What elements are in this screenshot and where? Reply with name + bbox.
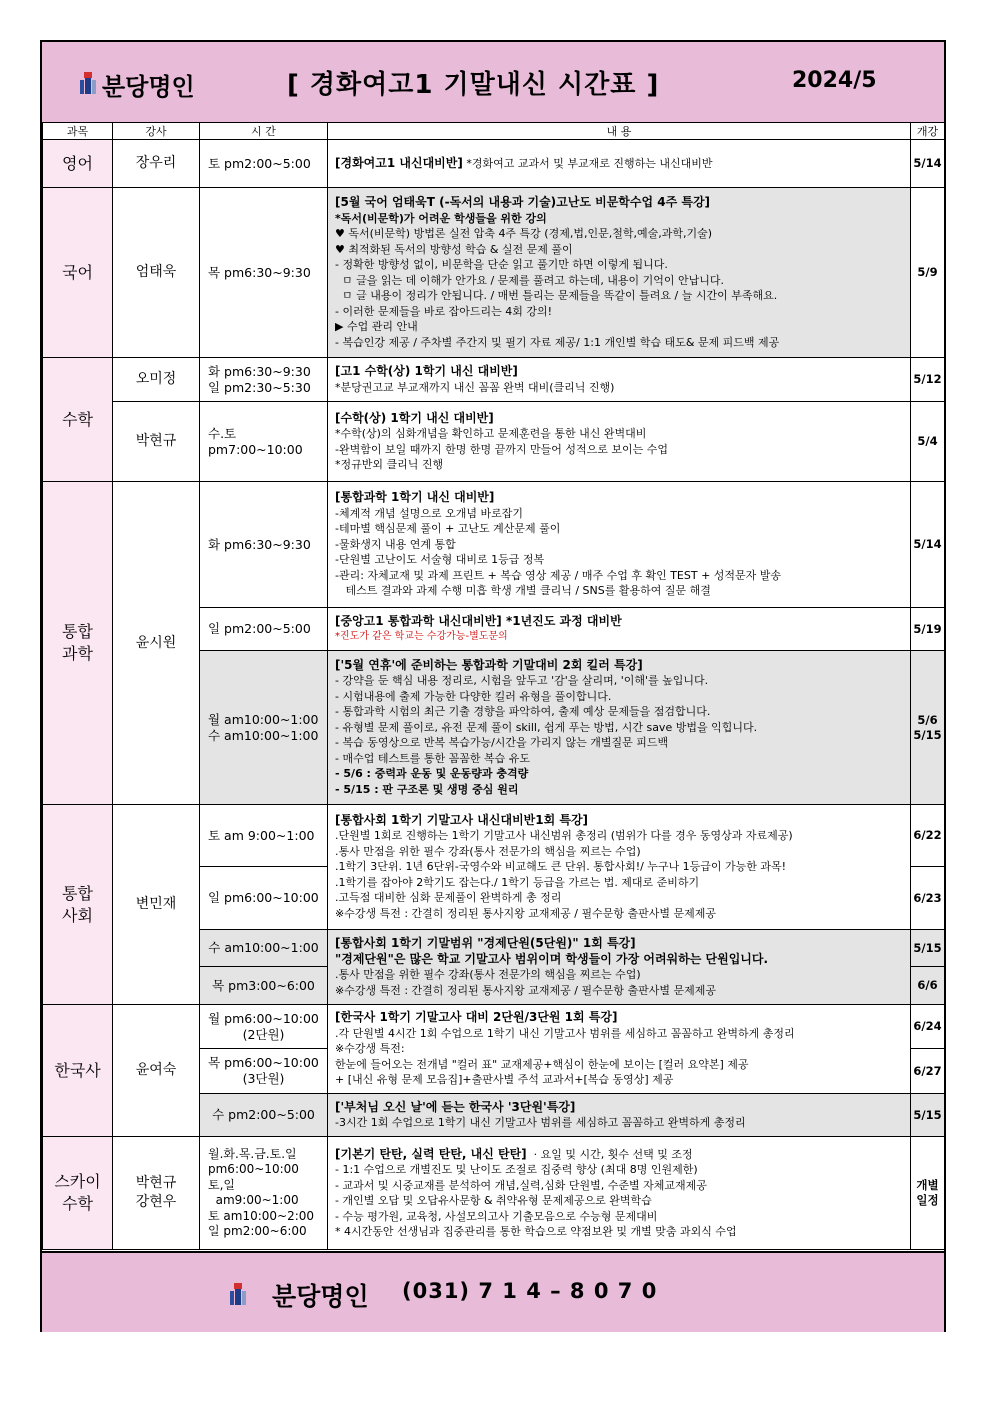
course-title: [중앙고1 통합과학 내신대비반] *1년진도 과정 대비반 <box>335 613 622 628</box>
course-line: - 시험내용에 출제 가능한 다양한 킬러 유형을 풀이합니다. <box>335 689 612 703</box>
content-cell <box>328 140 911 188</box>
row-math-1 <box>43 358 945 402</box>
course-line: - 통합과학 시험의 최근 기출 경향을 파악하여, 출제 예상 문제들을 점검합니다. <box>335 705 711 719</box>
teacher-cell: 변민재 <box>113 805 200 1005</box>
time-line: 목 pm3:00~6:00 <box>212 978 315 993</box>
course-line: -관리: 자체교재 및 과제 프린트 + 복습 영상 제공 / 매주 수업 후 확인 TEST + 성적문자 발송 <box>335 568 782 582</box>
course-line: .각 단원별 4시간 1회 수업으로 1학기 내신 기말고사 범위를 세심하고 꼼꼼하고 완벽하게 총정리 <box>335 1026 795 1040</box>
course-line: -단원별 고난이도 서술형 대비로 1등급 정복 <box>335 553 545 567</box>
course-title: [한국사 1학기 기말고사 대비 2단원/3단원 1회 특강] <box>335 1010 618 1025</box>
course-title: ['부처님 오신 날'에 듣는 한국사 '3단원'특강] <box>335 1099 576 1114</box>
course-line: ㅁ 글 내용이 정리가 안됩니다. / 매번 틀리는 문제들을 똑같이 틀려요 / 늘 시간이 부족해요. <box>335 289 778 302</box>
course-line: -체계적 개념 설명으로 오개념 바로잡기 <box>335 506 523 520</box>
course-line: - 정확한 방향성 없이, 비문학을 단순 읽고 풀기만 하면 이렇게 됩니다. <box>335 258 668 271</box>
time-line: 월 pm6:00~10:00 <box>208 1010 319 1026</box>
course-line: *정규반외 클리닉 진행 <box>335 458 444 471</box>
content-cell <box>328 188 911 358</box>
course-line: - 5/15 : 판 구조론 및 생명 중심 원리 <box>335 782 519 796</box>
time-line: 수.토 <box>208 425 237 441</box>
subject-line: 과학 <box>62 644 93 663</box>
course-title: [통합과학 1학기 내신 대비반] <box>335 490 495 505</box>
course-title: [경화여고1 내신대비반] <box>335 155 463 170</box>
subject-cell <box>43 805 113 1005</box>
course-line: * 4시간동안 선생님과 집중관리를 통한 학습으로 약점보완 및 개별 맞춤 과외식 수업 <box>335 1225 737 1238</box>
open-date-line: 6/22 <box>911 805 944 867</box>
open-date-line: 5/15 <box>911 930 944 967</box>
time-line: 토,일 <box>208 1177 235 1192</box>
time-line: 일 pm2:30~5:30 <box>208 379 311 395</box>
time-line: pm7:00~10:00 <box>208 441 303 457</box>
open-date: 5/12 <box>911 358 945 402</box>
course-line: - 매수업 테스트를 통한 꼼꼼한 복습 유도 <box>335 751 530 765</box>
course-line: - 강약을 둔 핵심 내용 정리로, 시험을 앞두고 '감'을 살리며, '이해'를 높입니다. <box>335 674 709 688</box>
course-line: - 5/6 : 중력과 운동 및 운동량과 충격량 <box>335 767 529 781</box>
content-cell <box>328 651 911 805</box>
header-banner <box>42 42 944 124</box>
time-line: 토 am 9:00~1:00 <box>200 805 327 867</box>
time-cell: 화 pm6:30~9:30 <box>200 482 328 608</box>
teacher-cell <box>113 1137 200 1250</box>
time-cell <box>200 402 328 482</box>
time-cell: 목 pm6:30~9:30 <box>200 188 328 358</box>
open-date-line: 일정 <box>916 1193 939 1207</box>
time-line: 월.화.목.금.토.일 <box>208 1146 297 1161</box>
course-line: - 이러한 문제들을 바로 잡아드리는 4회 강의! <box>335 304 552 318</box>
time-line: (3단원) <box>242 1070 285 1086</box>
teacher-cell: 윤시원 <box>113 482 200 805</box>
time-line: (2단원) <box>242 1026 285 1042</box>
course-title: ['5월 연휴'에 준비하는 통합과학 기말대비 2회 킬러 특강] <box>335 657 643 672</box>
time-line: 일 pm2:00~6:00 <box>208 1224 307 1238</box>
course-line: .1학기를 잡아야 2학기도 잡는다./ 1학기 등급을 가르는 법. 제대로 준비하기 <box>335 875 700 889</box>
time-line: 토 am10:00~2:00 <box>208 1208 315 1223</box>
course-line: ♥ 최적화된 독서의 방향성 학습 & 실전 문제 풀이 <box>335 242 573 256</box>
open-date-line: 개별 <box>916 1178 939 1192</box>
open-date-line: 6/23 <box>913 891 942 905</box>
contact-phone: (031) 7 1 4 – 8 0 7 0 <box>402 1279 658 1303</box>
open-date-line: 6/6 <box>917 978 938 992</box>
course-line: .1학기 3단위. 1년 6단위-국영수와 비교해도 큰 단위. 통합사회!/ 누구나 1등급이 가능한 과목! <box>335 860 787 874</box>
course-line: .고득점 대비한 심화 문제풀이 완벽하게 총 정리 <box>335 891 562 905</box>
col-time: 시 간 <box>200 123 328 140</box>
time-block <box>200 1006 327 1049</box>
subject-cell: 수학 <box>43 358 113 482</box>
content-cell <box>328 608 911 651</box>
course-line: - 개인별 오답 및 오답유사문항 & 취약유형 문제제공으로 완벽학습 <box>335 1194 652 1207</box>
time-cell <box>200 930 328 1005</box>
footer-banner <box>42 1251 944 1332</box>
col-open: 개강 <box>911 123 945 140</box>
col-teacher: 강사 <box>113 123 200 140</box>
course-line: - 수능 평가원, 교육청, 사설모의고사 기출모음으로 수능형 문제대비 <box>335 1209 658 1223</box>
course-line: ▶ 수업 관리 안내 <box>335 320 418 333</box>
subject-cell: 영어 <box>43 140 113 188</box>
subject-cell: 한국사 <box>43 1005 113 1137</box>
academy-logo-icon <box>80 72 96 94</box>
row-sky-math <box>43 1137 945 1250</box>
content-cell <box>328 1137 911 1250</box>
course-line: 한눈에 들어오는 전개념 "컬러 표" 교재제공+핵심이 한눈에 보이는 [컬러 요약본] 제공 <box>335 1057 749 1071</box>
page-title: [ 경화여고1 기말내신 시간표 ] <box>287 70 660 100</box>
subject-cell <box>43 1137 113 1250</box>
course-title: [고1 수학(상) 1학기 내신 대비반] <box>335 364 518 378</box>
time-line: am9:00~1:00 <box>208 1193 299 1207</box>
course-highlight: "경제단원"은 많은 학교 기말고사 범위이며 학생들이 가장 어려워하는 단원입니다. <box>335 951 769 966</box>
course-line: -테마별 핵심문제 풀이 + 고난도 계산문제 풀이 <box>335 522 561 536</box>
open-date <box>911 1137 945 1250</box>
course-title: [수학(상) 1학기 내신 대비반] <box>335 410 494 425</box>
course-line: ㅁ 글을 읽는 데 이해가 안가요 / 문제를 풀려고 하는데, 내용이 기억이 안납니다. <box>335 273 725 287</box>
open-date: 5/4 <box>911 402 945 482</box>
time-cell: 수 pm2:00~5:00 <box>200 1094 328 1137</box>
content-cell <box>328 930 911 1005</box>
time-cell: 일 pm2:00~5:00 <box>200 608 328 651</box>
time-line: 수 am10:00~1:00 <box>200 930 327 967</box>
content-cell <box>328 805 911 930</box>
course-line: - 유형별 문제 풀이로, 유전 문제 풀이 skill, 쉽게 푸는 방법, 시간 save 방법을 익힙니다. <box>335 720 758 734</box>
course-line: 테스트 결과와 과제 수행 미흡 학생 개별 클리닉 / SNS를 활용하여 질문 해결 <box>335 584 711 598</box>
academy-logo-icon <box>230 1283 246 1305</box>
col-subject: 과목 <box>43 123 113 140</box>
teacher-line: 박현규 <box>135 1175 177 1191</box>
time-cell <box>200 1137 328 1250</box>
row-social-1 <box>43 805 945 930</box>
row-english <box>43 140 945 188</box>
course-note: *진도가 같은 학교는 수강가능-별도문의 <box>335 631 508 642</box>
course-line: ※수강생 특전 : 간결히 정리된 통사지왕 교재제공 / 필수문항 출판사별 문제제공 <box>335 906 716 920</box>
content-cell <box>328 358 911 402</box>
open-date-line: 6/27 <box>913 1064 942 1078</box>
time-block <box>200 1049 327 1093</box>
course-line: -물화생지 내용 연계 통합 <box>335 537 456 551</box>
time-line: 월 am10:00~1:00 <box>208 711 319 727</box>
teacher-cell: 엄태욱 <box>113 188 200 358</box>
open-date-line: 5/6 <box>917 712 938 727</box>
open-date-line: 5/15 <box>913 727 942 742</box>
course-title: [통합사회 1학기 기말고사 내신대비반1회 특강] <box>335 812 589 827</box>
course-line: *수학(상)의 심화개념을 확인하고 문제훈련을 통한 내신 완벽대비 <box>335 427 647 440</box>
content-cell <box>328 482 911 608</box>
open-date: 5/14 <box>911 140 945 188</box>
teacher-cell: 장우리 <box>113 140 200 188</box>
open-date: 5/9 <box>911 188 945 358</box>
course-line: -3시간 1회 수업으로 1학기 내신 기말고사 범위를 세심하고 꼼꼼하고 완벽하게 총정리 <box>335 1116 746 1129</box>
open-date-line: 6/24 <box>911 1005 944 1049</box>
course-line: + [내신 유형 문제 모음집]+출판사별 주석 교과서+[복습 동영상] 제공 <box>335 1073 674 1087</box>
subject-line: 통합 <box>62 622 93 641</box>
course-title: [5월 국어 엄태욱T (-독서의 내용과 기술)고난도 비문학수업 4주 특강] <box>335 195 711 209</box>
course-line: ※수강생 특전 : 간결히 정리된 통사지왕 교재제공 / 필수문항 출판사별 문제제공 <box>335 983 716 997</box>
subject-cell: 국어 <box>43 188 113 358</box>
teacher-cell: 오미정 <box>113 358 200 402</box>
schedule-document <box>40 40 946 1332</box>
brand-name: 분당명인 <box>102 73 195 101</box>
course-line: -완벽함이 보일 때까지 한명 한명 끝까지 만들어 성적으로 보이는 수업 <box>335 442 668 456</box>
open-date: 5/15 <box>911 1094 945 1137</box>
course-title-tail: · 요일 및 시간, 횟수 선택 및 조정 <box>526 1147 693 1161</box>
course-line: *독서(비문학)가 어려운 학생들을 위한 강의 <box>335 211 547 225</box>
course-line: .단원별 1회로 진행하는 1학기 기말고사 내신범위 총정리 (범위가 다를 경우 동영상과 자료제공) <box>335 829 793 843</box>
time-line: 일 pm6:00~10:00 <box>208 890 319 905</box>
course-line: .통사 만점을 위한 필수 강좌(통사 전문가의 핵심을 찌르는 수업) <box>335 968 641 981</box>
time-cell <box>200 358 328 402</box>
subject-cell <box>43 482 113 805</box>
row-science-1 <box>43 482 945 608</box>
open-date: 5/19 <box>911 608 945 651</box>
row-math-2 <box>43 402 945 482</box>
open-date: 5/14 <box>911 482 945 608</box>
content-cell <box>328 1005 911 1094</box>
issue-date: 2024/5 <box>792 68 877 93</box>
subject-line: 통합 <box>62 883 93 903</box>
teacher-cell: 윤여숙 <box>113 1005 200 1137</box>
time-cell <box>200 805 328 930</box>
course-line: - 1:1 수업으로 개별진도 및 난이도 조절로 집중력 향상 (최대 8명 인원제한) <box>335 1163 698 1176</box>
subject-line: 사회 <box>62 905 93 925</box>
course-line: .통사 만점을 위한 필수 강좌(통사 전문가의 핵심을 찌르는 수업) <box>335 844 641 858</box>
teacher-cell: 박현규 <box>113 402 200 482</box>
schedule-table <box>42 122 945 1250</box>
time-line: 수 am10:00~1:00 <box>208 727 319 743</box>
subject-line: 스카이 <box>54 1172 101 1191</box>
time-cell <box>200 651 328 805</box>
content-cell <box>328 402 911 482</box>
subject-line: 수학 <box>62 1194 93 1213</box>
teacher-line: 강현우 <box>135 1194 177 1210</box>
time-cell <box>200 1005 328 1094</box>
footer-brand-name: 분당명인 <box>272 1282 369 1311</box>
row-korean <box>43 188 945 358</box>
time-cell: 토 pm2:00~5:00 <box>200 140 328 188</box>
time-line: 목 pm6:00~10:00 <box>208 1054 319 1070</box>
open-date <box>911 930 945 1005</box>
course-line: ♥ 독서(비문학) 방법론 실전 압축 4주 특강 (경제,법,인문,철학,예술,과학,기술) <box>335 227 713 240</box>
course-title-row <box>335 1147 904 1163</box>
row-history-1 <box>43 1005 945 1094</box>
course-line: - 복습인강 제공 / 주차별 주간지 및 필기 자료 제공/ 1:1 개인별 학습 태도& 문제 피드백 제공 <box>335 335 780 349</box>
course-title: [통합사회 1학기 기말범위 "경제단원(5단원)" 1회 특강] <box>335 936 636 950</box>
course-line: ※수강생 특전: <box>335 1042 405 1056</box>
col-content: 내 용 <box>328 123 911 140</box>
time-line: pm6:00~10:00 <box>208 1162 299 1176</box>
column-header-row <box>43 123 945 140</box>
open-date <box>911 1005 945 1094</box>
course-line: - 교과서 및 시중교재를 분석하여 개념,실력,심화 단원별, 수준별 자체교재제공 <box>335 1178 707 1192</box>
course-note: *경화여고 교과서 및 부교재로 진행하는 내신대비반 <box>462 156 713 170</box>
course-title: [기본기 탄탄, 실력 탄탄, 내신 탄탄] <box>335 1146 527 1161</box>
open-date <box>911 805 945 930</box>
course-line: - 복습 동영상으로 반복 복습가능/시간을 가리지 않는 개별질문 피드백 <box>335 736 669 750</box>
course-line: *분당권고교 부교재까지 내신 꼼꼼 완벽 대비(클리닉 진행) <box>335 380 615 394</box>
open-date <box>911 651 945 805</box>
time-line: 화 pm6:30~9:30 <box>208 363 311 379</box>
content-cell <box>328 1094 911 1137</box>
